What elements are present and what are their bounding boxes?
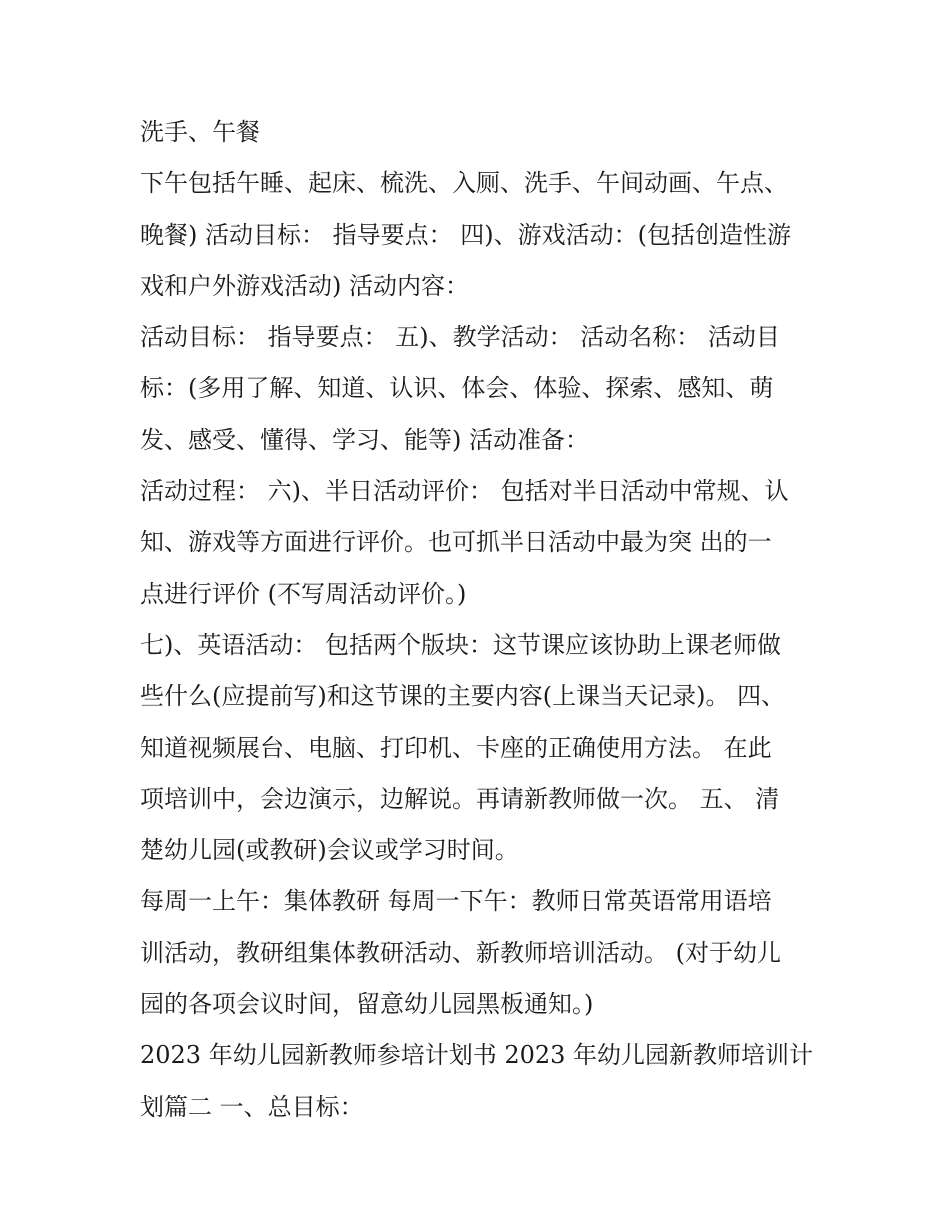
text-line: 下午包括午睡、起床、梳洗、入厕、洗手、午间动画、午点、: [140, 169, 788, 198]
text-line: 洗手、午餐: [140, 118, 260, 146]
text-line: 楚幼儿园(或教研)会议或学习时间。: [140, 836, 519, 865]
text-line: 知道视频展台、电脑、打印机、卡座的正确使用方法。 在此: [140, 733, 772, 762]
text-line: 发、感受、懂得、学习、能等) 活动准备：: [140, 425, 589, 454]
text-line: 2023 年幼儿园新教师参培计划书 2023 年幼儿园新教师培训计: [140, 1041, 814, 1070]
text-line: 活动过程： 六)、半日活动评价： 包括对半日活动中常规、认: [140, 477, 789, 506]
text-line: 园的各项会议时间，留意幼儿园黑板通知。): [140, 990, 594, 1019]
text-line: 项培训中，会边演示，边解说。再请新教师做一次。 五、 清: [140, 784, 780, 813]
text-line: 晚餐) 活动目标： 指导要点： 四)、游戏活动：(包括创造性游: [140, 220, 791, 249]
text-line: 训活动，教研组集体教研活动、新教师培训活动。 (对于幼儿: [140, 938, 781, 967]
text-line: 些什么(应提前写)和这节课的主要内容(上课当天记录)。 四、: [140, 682, 786, 711]
document-body: [140, 107, 820, 1133]
text-line: 每周一上午：集体教研 每周一下午：教师日常英语常用语培: [140, 887, 772, 916]
text-line: 知、游戏等方面进行评价。也可抓半日活动中最为突 出的一: [140, 528, 772, 557]
text-line: 七)、英语活动： 包括两个版块：这节课应该协助上课老师做: [140, 630, 781, 659]
text-line: 点进行评价 (不写周活动评价。): [140, 579, 467, 608]
text-line: 活动目标： 指导要点： 五)、教学活动： 活动名称： 活动目: [140, 323, 780, 352]
text-line: 标：(多用了解、知道、认识、体会、体验、探索、感知、萌: [140, 374, 774, 403]
text-line: 戏和户外游戏活动) 活动内容：: [140, 271, 469, 300]
text-line: 划篇二 一、总目标：: [140, 1092, 364, 1121]
